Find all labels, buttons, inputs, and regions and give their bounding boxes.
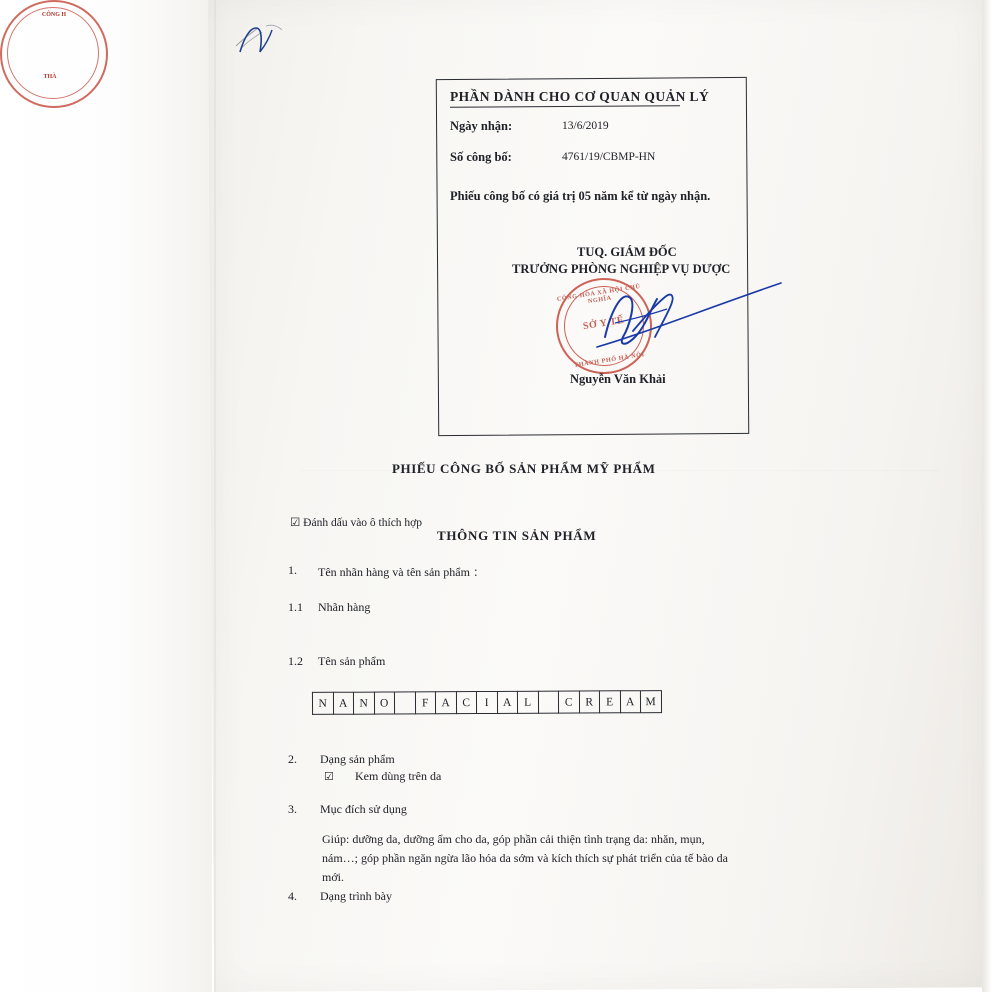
secondary-seal-arc-top-text: CÔNG H	[41, 12, 67, 18]
signer-title-line-1: TUQ. GIÁM ĐỐC	[577, 245, 677, 259]
product-name-cell: I	[476, 691, 497, 714]
item-3-text: Mục đích sử dụng	[320, 802, 407, 816]
signer-name: Nguyễn Văn Khải	[570, 372, 666, 386]
product-name-cell: F	[414, 691, 435, 714]
purpose-line-3: mới.	[322, 870, 345, 884]
item-4-number: 4.	[288, 889, 297, 903]
product-name-letter-grid	[312, 690, 662, 715]
announcement-number-value: 4761/19/CBMP-HN	[562, 151, 656, 163]
item-3-number: 3.	[288, 802, 297, 816]
receipt-date-label: Ngày nhận:	[450, 119, 513, 133]
product-name-cell: A	[496, 691, 517, 714]
receipt-date-value: 13/6/2019	[562, 120, 609, 132]
checkbox-instruction-note: ☑ Đánh dấu vào ô thích hợp	[290, 517, 423, 529]
item-1-1-text: Nhãn hàng	[318, 600, 371, 614]
page-right-edge	[982, 0, 992, 992]
page-left-margin	[0, 0, 212, 992]
item-2-number: 2.	[288, 752, 297, 766]
product-name-cell: M	[640, 690, 662, 713]
product-name-cell: C	[455, 691, 476, 714]
product-name-cell	[537, 691, 558, 714]
product-name-cell: R	[578, 690, 599, 713]
purpose-line-2: nám…; góp phần ngăn ngừa lão hóa da sớm và kích thích sự phát triển của tế bào da	[322, 851, 728, 865]
product-name-cell: O	[373, 691, 394, 714]
signer-title-line-2: TRƯỞNG PHÒNG NGHIỆP VỤ DƯỢC	[512, 262, 731, 276]
purpose-line-1: Giúp: dưỡng da, dưỡng ẩm cho da, góp phần cải thiện tình trạng da: nhăn, mụn,	[322, 832, 705, 846]
item-1-text: Tên nhãn hàng và tên sản phẩm ：	[318, 565, 485, 579]
item-1-number: 1.	[288, 563, 297, 577]
announcement-number-label: Số công bố:	[450, 150, 512, 164]
product-form-checkbox[interactable]: ☑	[324, 771, 334, 783]
item-2-text: Dạng sản phẩm	[320, 752, 395, 766]
document-title: PHIẾU CÔNG BỐ SẢN PHẨM MỸ PHẨM	[392, 461, 656, 476]
product-name-cell: A	[332, 692, 353, 715]
product-name-cell: A	[619, 690, 640, 713]
product-name-cell: C	[558, 691, 579, 714]
seal-center-text: SỞ Y TẾ	[582, 314, 625, 333]
handwritten-page-mark	[232, 22, 280, 58]
product-name-cell: N	[312, 692, 333, 715]
product-form-label: Kem dùng trên da	[355, 769, 442, 783]
validity-note: Phiếu công bố có giá trị 05 năm kể từ ngày nhận.	[450, 189, 711, 203]
item-1-1-number: 1.1	[288, 600, 303, 614]
product-name-cell: E	[599, 690, 620, 713]
item-1-2-number: 1.2	[288, 654, 303, 668]
section-title-product-info: THÔNG TIN SẢN PHẨM	[437, 528, 597, 543]
seal-arc-bottom-text: THÀNH PHỐ HÀ NỘI	[573, 351, 646, 370]
secondary-seal-arc-bottom-text: THÀ	[43, 74, 57, 80]
product-name-cell: N	[353, 692, 374, 715]
seal-arc-top-text: CÔNG HÒA XÃ HỘI CHỦ NGHĨA	[556, 282, 642, 306]
item-1-2-text: Tên sản phẩm	[318, 654, 386, 668]
product-name-cell: A	[435, 691, 456, 714]
product-name-cell: L	[517, 691, 538, 714]
paper-crease	[214, 0, 216, 992]
admin-box-title: PHẦN DÀNH CHO CƠ QUAN QUẢN LÝ	[450, 89, 710, 104]
product-name-cell	[394, 691, 415, 714]
item-4-text: Dạng trình bày	[320, 889, 392, 903]
